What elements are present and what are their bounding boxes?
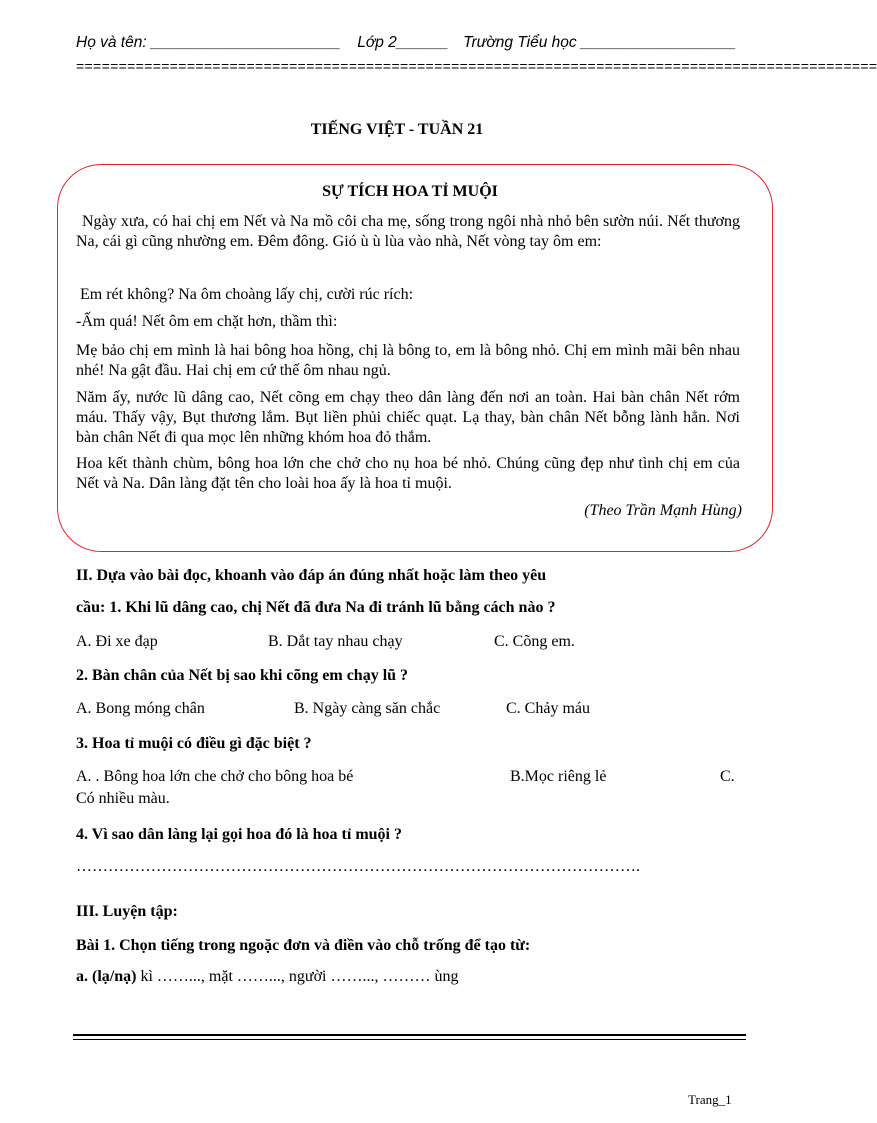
q1-option-b[interactable]: B. Dắt tay nhau chạy	[268, 633, 403, 650]
story-paragraph-2: Em rét không? Na ôm choàng lấy chị, cười rúc rích:	[80, 286, 414, 303]
question-3: 3. Hoa tỉ muội có điều gì đặc biệt ?	[76, 735, 312, 752]
class-field-label[interactable]: Lớp 2______	[357, 34, 449, 51]
story-paragraph-1: Ngày xưa, có hai chị em Nết và Na mồ côi cha mẹ, sống trong ngôi nhà nhỏ bên sườn núi. Nết thương Na, cái gì cũng nhường em. Đêm đông. Gió ù ù lùa vào nhà, Nết vòng tay ôm em:	[76, 213, 740, 250]
section-2-heading: II. Dựa vào bài đọc, khoanh vào đáp án đúng nhất hoặc làm theo yêu	[76, 567, 547, 584]
header-separator: ==============================================================================================	[76, 58, 877, 74]
q3-option-c-text[interactable]: Có nhiều màu.	[76, 790, 170, 807]
section-3-heading: III. Luyện tập:	[76, 903, 178, 920]
question-2: 2. Bàn chân của Nết bị sao khi cõng em chạy lũ ?	[76, 667, 409, 684]
q2-option-b[interactable]: B. Ngày càng săn chắc	[294, 700, 441, 717]
school-field-label[interactable]: Trường Tiểu học __________________	[463, 34, 737, 51]
q2-option-a[interactable]: A. Bong móng chân	[76, 700, 205, 717]
q3-option-b[interactable]: B.Mọc riêng lẻ	[510, 768, 607, 785]
story-paragraph-4: Mẹ bảo chị em mình là hai bông hoa hồng, chị là bông to, em là bông nhỏ. Chị em mình mãi bên nhau nhé! Na gật đầu. Hai chị em cứ thế ôm nhau ngủ.	[76, 342, 740, 379]
q1-option-c[interactable]: C. Cõng em.	[494, 633, 575, 650]
q4-answer-line[interactable]: …………………………………………………………………………………………….	[76, 858, 640, 875]
page-number: Trang_1	[688, 1092, 732, 1107]
q1-option-a[interactable]: A. Đi xe đạp	[76, 633, 158, 650]
name-field-label[interactable]: Họ và tên: ______________________	[76, 34, 345, 51]
footer-rule-thick	[73, 1034, 746, 1036]
story-paragraph-6: Hoa kết thành chùm, bông hoa lớn che chở cho nụ hoa bé nhỏ. Chúng cũng đẹp như tình chị em của Nết và Na. Dân làng đặt tên cho loài hoa ấy là hoa tỉ muội.	[76, 455, 740, 492]
q3-option-c-label[interactable]: C.	[720, 768, 735, 785]
footer-rule-thin	[73, 1039, 746, 1040]
exercise-1-prompt: Bài 1. Chọn tiếng trong ngoặc đơn và điền vào chỗ trống để tạo từ:	[76, 937, 531, 954]
item-a-label: a. (lạ/nạ)	[76, 968, 137, 985]
question-1: cầu: 1. Khi lũ dâng cao, chị Nết đã đưa Na đi tránh lũ bằng cách nào ?	[76, 599, 556, 616]
lesson-title: TIẾNG VIỆT - TUẦN 21	[310, 121, 484, 138]
q2-option-c[interactable]: C. Chảy máu	[506, 700, 590, 717]
exercise-1-item-a	[76, 968, 458, 986]
q3-option-a[interactable]: A. . Bông hoa lớn che chở cho bông hoa bé	[76, 768, 354, 785]
story-paragraph-5: Năm ấy, nước lũ dâng cao, Nết cõng em chạy theo dân làng đến nơi an toàn. Hai bàn chân Nết rớm máu. Thấy vậy, Bụt thương lắm. Bụt liền phủi chiếc quạt. Lạ thay, bàn chân Nết bỗng lành hẳn. Nơi bàn chân Nết đi qua mọc lên những khóm hoa đỏ thắm.	[76, 389, 740, 446]
story-source: (Theo Trần Mạnh Hùng)	[584, 502, 742, 519]
item-a-blanks[interactable]: kì ……..., mặt ……..., người ……..., ……… ùng	[136, 968, 459, 985]
story-title: SỰ TÍCH HOA TỈ MUỘI	[322, 183, 498, 200]
student-info-header	[76, 34, 736, 52]
question-4: 4. Vì sao dân làng lại gọi hoa đó là hoa tỉ muội ?	[76, 826, 402, 843]
story-paragraph-3: -Ấm quá! Nết ôm em chặt hơn, thầm thì:	[76, 313, 338, 330]
